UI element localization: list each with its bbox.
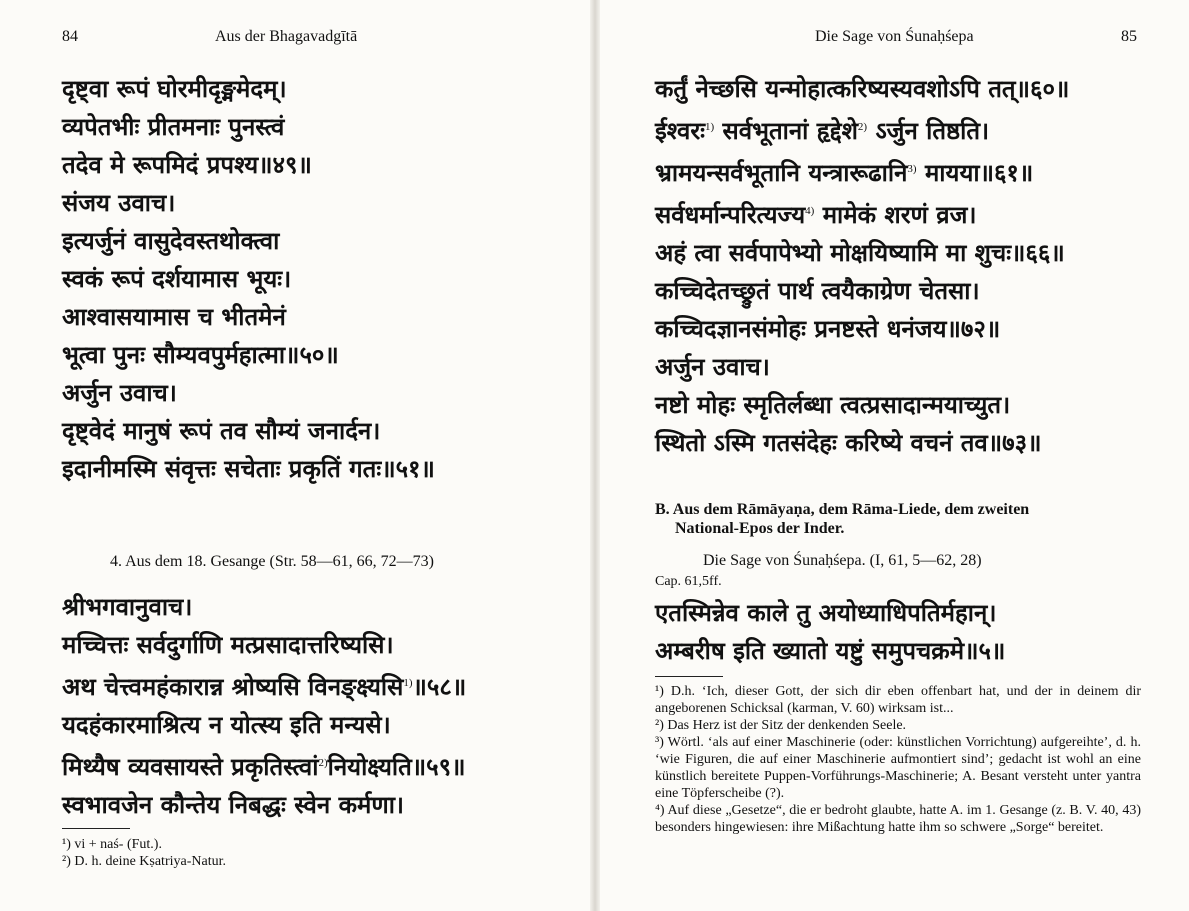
verse-line: अम्बरीष इति ख्यातो यष्टुं समुपचक्रमे॥५॥ [655, 637, 1006, 665]
left-page [0, 0, 594, 911]
left-running-title: Aus der Bhagavadgītā [215, 28, 358, 45]
verse-line: भूत्वा पुनः सौम्यवपुर्महात्मा॥५०॥ [62, 341, 339, 369]
footnote: ¹) vi + naś- (Fut.). [62, 837, 162, 852]
verse-line: स्थितो ऽस्मि गतसंदेहः करिष्ये वचनं तव॥७३॥ [655, 429, 1042, 457]
right-subheading: Die Sage von Śunaḥśepa. (I, 61, 5—62, 28) [703, 552, 982, 569]
verse-line: संजय उवाच। [62, 189, 176, 217]
verse-line: व्यपेतभीः प्रीतमनाः पुनस्त्वं [62, 113, 285, 141]
left-verses-a [62, 70, 435, 488]
verse-line: मिथ्यैष व्यवसायस्ते प्रकृतिस्त्वां$^{2)}$नियोक्ष्यति॥५९॥ [62, 753, 466, 781]
verse-line: कच्चिदज्ञानसंमोहः प्रनष्टस्ते धनंजय॥७२॥ [655, 315, 1001, 343]
footnote-rule [655, 676, 723, 677]
verse-line: मच्चित्तः सर्वदुर्गाणि मत्प्रसादात्तरिष्यसि। [62, 631, 394, 659]
footnote-marker: 1) [403, 677, 413, 689]
section-heading-line: B. Aus dem Rāmāyaṇa, dem Rāma-Liede, dem zweiten [655, 501, 1030, 518]
verse-line: यदहंकारमाश्रित्य न योत्स्य इति मन्यसे। [62, 711, 391, 739]
right-page-number: 85 [1121, 28, 1137, 45]
left-footnotes [62, 836, 226, 870]
verse-line: नष्टो मोहः स्मृतिर्लब्धा त्वत्प्रसादान्मयाच्युत। [655, 391, 1011, 419]
verse-line: दृष्ट्वेदं मानुषं रूपं तव सौम्यं जनार्दन। [62, 417, 381, 445]
verse-line: इदानीमस्मि संवृत्तः सचेताः प्रकृतिं गतः॥५१॥ [62, 455, 435, 483]
verse-line: ईश्वरः$^{1)}$ सर्वभूतानां हृद्देशे$^{2)}$ ऽर्जुन तिष्ठति। [655, 117, 990, 145]
verse-line: अथ चेत्त्वमहंकारान्न श्रोष्यसि विनङ्क्ष्यसि$^{1)}$॥५८॥ [62, 673, 467, 701]
verse-line: अर्जुन उवाच। [62, 379, 177, 407]
right-running-title: Die Sage von Śunaḥśepa [815, 28, 974, 45]
footnote: ³) Wörtl. ‘als auf einer Maschinerie (oder: künstlichen Vorrichtung) aufgereihte’, d. h. ‘wie Figuren, die auf einer Maschinerie aufmontiert sind’; gedacht ist wohl an eine künstlich bereitete Puppen-Vorführungs-Maschinerie; A. Besant versteht unter yantra eine Töpferscheibe (?). [655, 735, 1141, 801]
verse-line: दृष्ट्वा रूपं घोरमीदृङ्ममेदम्। [62, 75, 287, 103]
right-verses-a [655, 70, 1069, 462]
footnote: ²) D. h. deine Kṣatriya-Natur. [62, 854, 226, 869]
chapter-caption: Cap. 61,5ff. [655, 574, 722, 589]
verse-line: अर्जुन उवाच। [655, 353, 770, 381]
verse-line: इत्यर्जुनं वासुदेवस्तथोक्त्वा [62, 227, 280, 255]
verse-line: स्वभावजेन कौन्तेय निबद्धः स्वेन कर्मणा। [62, 791, 405, 819]
verse-line: आश्वासयामास च भीतमेनं [62, 303, 286, 331]
verse-line: श्रीभगवानुवाच। [62, 593, 193, 621]
footnote-marker: 1) [705, 121, 715, 133]
verse-line: अहं त्वा सर्वपापेभ्यो मोक्षयिष्यामि मा शुचः॥६६॥ [655, 239, 1065, 267]
footnote: ¹) D.h. ‘Ich, dieser Gott, der sich dir eben offenbart hat, und der in deinem dir angeborenen Schicksal (karman, V. 60) wirksam ist... [655, 684, 1141, 716]
verse-line: भ्रामयन्सर्वभूतानि यन्त्रारूढानि$^{3)}$ मायया॥६१॥ [655, 159, 1034, 187]
left-verses-b [62, 588, 466, 824]
footnote-marker: 4) [805, 205, 815, 217]
verse-line: स्वकं रूपं दर्शयामास भूयः। [62, 265, 292, 293]
footnote-rule [62, 828, 130, 829]
footnote: ⁴) Auf diese „Gesetze“, die er bedroht glaubte, hatte A. im 1. Gesange (z. B. V. 40, 43) besonders hingewiesen: ihre Mißachtung hatte ihm so schwere „Sorge“ bereitet. [655, 803, 1141, 835]
right-verses-b [655, 594, 1005, 670]
verse-line: कर्तुं नेच्छसि यन्मोहात्करिष्यस्यवशोऽपि तत्॥६०॥ [655, 75, 1070, 103]
footnote: ²) Das Herz ist der Sitz der denkenden Seele. [655, 718, 907, 733]
footnote-marker: 2) [318, 757, 328, 769]
verse-line: एतस्मिन्नेव काले तु अयोध्याधिपतिर्महान्। [655, 599, 997, 627]
left-section-heading: 4. Aus dem 18. Gesange (Str. 58—61, 66, 72—73) [110, 553, 434, 570]
right-section-heading [655, 500, 1145, 538]
section-heading-line: National-Epos der Inder. [675, 520, 845, 537]
verse-line: सर्वधर्मान्परित्यज्य$^{4)}$ मामेकं शरणं व्रज। [655, 201, 977, 229]
footnote-marker: 2) [857, 121, 868, 133]
verse-line: कच्चिदेतच्छ्रुतं पार्थ त्वयैकाग्रेण चेतसा। [655, 277, 980, 305]
right-page [595, 0, 1189, 911]
left-page-number: 84 [62, 28, 78, 45]
right-footnotes [655, 683, 1141, 836]
verse-line: तदेव मे रूपमिदं प्रपश्य॥४९॥ [62, 151, 312, 179]
footnote-marker: 3) [907, 163, 917, 175]
